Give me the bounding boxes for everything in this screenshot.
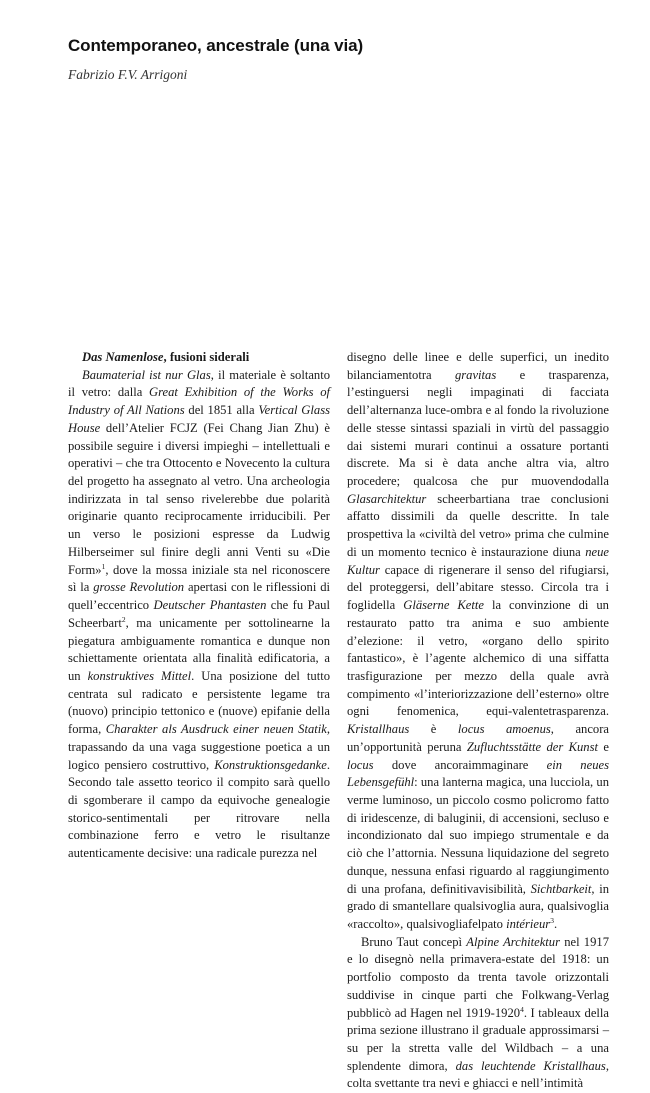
- italic-term: Glasarchitektur: [347, 491, 427, 506]
- text-run: . Secondo tale assetto teorico il compito sarà quello di sgomberare il campo da equivoche genealogie storico-sentimentali per ritrovare nella combinazione ferro e vetro le risultanze autenticamente decisive: una radicale purezza nel: [68, 757, 330, 861]
- text-run: disegno delle linee e delle superfici, un inedito bilanciamentotra: [347, 350, 609, 382]
- footnote-marker: 2: [121, 614, 126, 624]
- text-run: . I tableaux della prima sezione illustrano il graduale approssimarsi – su per la stretta valle del Wildbach – a una splendente dimora,: [347, 1005, 609, 1073]
- italic-term: grosse Revolution: [93, 580, 185, 595]
- italic-term: Gläserne Kette: [403, 598, 484, 613]
- italic-term: locus: [347, 757, 374, 772]
- text-run: . Una posizione del tutto centrata sul radicato e persistente legame tra (nuovo) principio tettonico e (nuove) epifanie della forma,: [68, 668, 330, 737]
- text-run: :: [414, 775, 418, 790]
- italic-term: neue Kultur: [347, 544, 609, 577]
- italic-term: Vertical Glass House: [68, 403, 330, 435]
- section-heading-rest: , fusioni siderali: [163, 350, 250, 364]
- text-run: , colta svettante tra nevi e ghiacci e nell’intimità: [347, 1058, 609, 1091]
- text-run: ancoraimmaginare: [416, 757, 547, 772]
- body-paragraph-1: [68, 367, 330, 863]
- text-column-left: [68, 349, 330, 863]
- text-run: trae conclusioni affatto dissimili da quelle descritte. In tale prospettiva la «civiltà del vetro» prima che culmine di un momento tecnico è instaurazione diuna: [347, 491, 609, 559]
- text-run: .: [553, 917, 558, 931]
- text-run: del 1851 alla: [184, 403, 259, 418]
- italic-term: Konstruktionsgedanke: [214, 757, 327, 772]
- text-run: in grado di smantellare qualsivoglia aura, qualsivoglia «raccolto», qualsivogliafelpato: [347, 881, 609, 931]
- text-run: nel 1917 e lo disegnò nella primavera-estate del 1918: un portfolio composto da trenta tavole orizzontali suddivise in cinque parti che Folkwang-Verlag pubblicò ad Hagen nel 1919-1920: [347, 934, 609, 1020]
- author-name: Fabrizio F.V. Arrigoni: [68, 67, 188, 82]
- text-run: che fu Paul Scheerbart: [68, 598, 330, 630]
- text-run: una lanterna magica, una lucciola, un verme luminoso, un piccolo cosmo policromo fatto di iridescenze, di baluginii, di accensioni, secluso e incondizionato dal suo impiego strumentale e da ciò che l’attornia. Nessuna liquidazione del segreto dunque, nessuna enfasi riguardo al raggiungimento di una profana, definitivavisibilità,: [347, 775, 609, 896]
- text-run: e: [598, 739, 609, 754]
- text-run: ancora un’opportunità peruna: [347, 722, 609, 754]
- text-run: è: [409, 722, 458, 737]
- page-title: Contemporaneo, ancestrale (una via): [68, 36, 364, 55]
- text-run: capace: [379, 562, 420, 577]
- italic-term: Baumaterial ist nur Glas: [82, 367, 211, 382]
- text-run: la: [483, 598, 502, 613]
- italic-term: gravitas: [454, 367, 497, 382]
- italic-term: ein neues Lebensgefühl: [347, 757, 609, 790]
- footnote-marker: 3: [550, 916, 554, 925]
- text-run: e: [496, 367, 526, 382]
- text-run: , trapassando da una vaga suggestione poetica a un logico pensiero costruttivo,: [68, 722, 330, 772]
- italic-term: Deutscher Phantasten: [153, 598, 267, 613]
- italic-term: Sichtbarkeit: [530, 881, 592, 896]
- section-heading-italic: Das Namenlose: [82, 350, 164, 364]
- text-run: trasparenza, l’estinguersi negli impaginati di facciata dell’alternanza luce-ombra e al fondo la rivoluzione delle stesse sintassi spaziali in virtù del passaggio dai sistemi murari continui a ossature portanti discrete. Ma si è data anche altra via, altro procedere; qualcosa che pur muovendodalla: [347, 367, 609, 489]
- italic-term: Charakter als Ausdruck einer neuen Statik: [105, 722, 327, 737]
- text-run: , dove la mossa iniziale sta nel riconoscere sì la: [68, 562, 330, 595]
- text-run: scheerbartiana: [426, 491, 511, 506]
- footnote-marker: 1: [101, 561, 106, 571]
- text-run: , il materiale è soltanto il vetro: dalla: [68, 367, 330, 400]
- text-run: apertasi con le riflessioni di quell’eccentrico: [68, 580, 330, 613]
- body-paragraph-2: [347, 934, 609, 1093]
- italic-term: Kristallhaus: [347, 722, 410, 737]
- italic-term: locus amoenus: [457, 722, 551, 737]
- text-run: dell’Atelier FCJZ (Fei Chang Jian Zhu) è possibile seguire i diversi impieghi – intellettuali e operativi – che tra Ottocento e Novecento la cultura del progetto ha assegnato al vetro. Una archeologia indirizzata in tal senso rivelerebbe due polarità originarie quanto reciprocamente irriducibili. Per un verso le posizioni espresse da Ludwig Hilberseimer sul finire degli anni Venti su «Die Form»: [68, 420, 330, 577]
- italic-term: Alpine Architektur: [466, 934, 560, 949]
- text-run: di rigenerare il senso del rifugiarsi, del proteggersi, dell’abitare stesso. Circola tra i foglidella: [347, 562, 609, 613]
- text-run: dove: [373, 757, 417, 772]
- italic-term: das leuchtende Kristallhaus: [455, 1058, 606, 1073]
- italic-term: Zufluchtsstätte der Kunst: [466, 739, 599, 754]
- footnote-marker: 4: [520, 1004, 524, 1014]
- text-column-right: [347, 349, 609, 1093]
- italic-term: intérieur: [506, 917, 551, 931]
- text-run: , ma unicamente per sottolinearne la piegatura ambiguamente romantica e dunque non schiettamente orientata alla finalità edificatoria, a un: [68, 615, 330, 683]
- body-paragraph-1-continued: [347, 349, 609, 934]
- text-run: ,: [550, 722, 554, 737]
- section-heading: [68, 349, 330, 367]
- italic-term: Great Exhibition of the Works of Industry of All Nations: [68, 385, 330, 418]
- text-run: Bruno Taut concepì: [361, 934, 467, 949]
- italic-term: konstruktives Mittel: [87, 668, 192, 683]
- text-run: ,: [591, 881, 595, 896]
- text-run: convinzione di un restaurato patto tra anima e suo ambiente d’elezione: il vetro, «organo dello spirito fantastico», è l’agente alchemico di una siffatta trasfigurazione per mezzo della quale avrà compimento «l’interiorizzazione dell’esterno» oltre ogni fenomenica, equi-valentetrasparenza.: [347, 598, 609, 719]
